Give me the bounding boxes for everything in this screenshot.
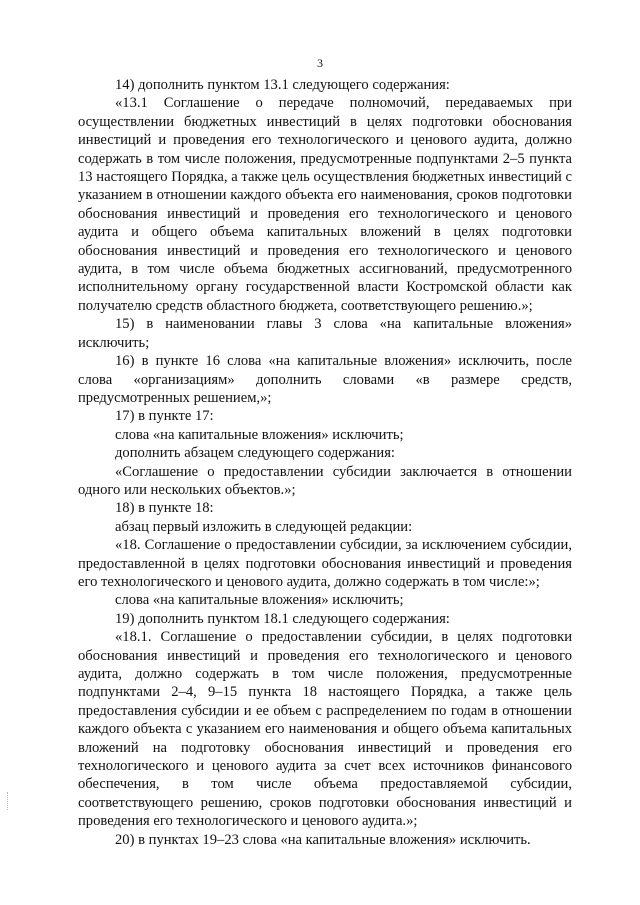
- paragraph-item-19: 19) дополнить пунктом 18.1 следующего содержания:: [115, 610, 450, 627]
- scan-edge-mark: [7, 792, 11, 810]
- paragraph-item-17-words: слова «на капитальные вложения» исключить;: [115, 426, 404, 443]
- paragraph-item-18: 18) в пункте 18:: [115, 500, 214, 517]
- paragraph-item-18-words: слова «на капитальные вложения» исключить;: [115, 592, 404, 609]
- paragraph-item-18-first: абзац первый изложить в следующей редакции:: [115, 518, 413, 535]
- paragraph-item-17-add: дополнить абзацем следующего содержания:: [115, 445, 395, 462]
- page-number: 3: [317, 56, 323, 70]
- paragraph-quote-agreement: «Соглашение о предоставлении субсидии заключается в отношении одного или нескольких объектов.»;: [78, 463, 572, 498]
- paragraph-item-20: 20) в пунктах 19–23 слова «на капитальные вложения» исключить.: [115, 831, 531, 848]
- paragraph-quote-18: «18. Соглашение о предоставлении субсидии, за исключением субсидии, предоставленной в целях подготовки обоснования инвестиций и проведения его технологического и ценового аудита, должно содержать в том числе:»;: [78, 537, 572, 590]
- paragraph-quote-18-1: «18.1. Соглашение о предоставлении субсидии, в целях подготовки обоснования инвестиций и проведения его технологического и ценового аудита, должно содержать в том числе положения, предусмотренные подпунктами 2–4, 9–15 пункта 18 настоящего Порядка, а также цель предоставления субсидии и ее объем с распределением по годам в отношении каждого объекта с указанием его наименования и общего объема капитальных вложений на подготовку обоснования инвестиций и проведения его технологического и ценового аудита за счет всех источников финансового обеспечения, в том числе объема предоставляемой субсидии, соответствующего решению, сроков подготовки обоснования инвестиций и проведения его технологического и ценового аудита.»;: [78, 629, 572, 830]
- paragraph-item-16: 16) в пункте 16 слова «на капитальные вложения» исключить, после слова «организациям» дополнить словами «в размере средств, предусмотренных решением,»;: [78, 353, 572, 406]
- document-body: [78, 76, 572, 849]
- paragraph-quote-13-1: «13.1 Соглашение о передаче полномочий, передаваемых при осуществлении бюджетных инвестиций в целях подготовки обоснования инвестиций и проведения его технологического и ценового аудита, должно содержать в том числе положения, предусмотренные подпунктами 2–5 пункта 13 настоящего Порядка, а также цель осуществления бюджетных инвестиций с указанием в отношении каждого объекта его наименования, сроков подготовки обоснования инвестиций и проведения его технологического и ценового аудита и общего объема капитальных вложений в целях подготовки обоснования инвестиций и проведения его технологического и ценового аудита, в том числе объема бюджетных ассигнований, предусмотренного исполнительному органу государственной власти Костромской области как получателю средств областного бюджета, соответствующего решению.»;: [78, 95, 572, 314]
- paragraph-item-15: 15) в наименовании главы 3 слова «на капитальные вложения» исключить;: [78, 316, 572, 351]
- paragraph-item-17: 17) в пункте 17:: [115, 408, 214, 425]
- paragraph-item-14: 14) дополнить пунктом 13.1 следующего содержания:: [115, 77, 450, 93]
